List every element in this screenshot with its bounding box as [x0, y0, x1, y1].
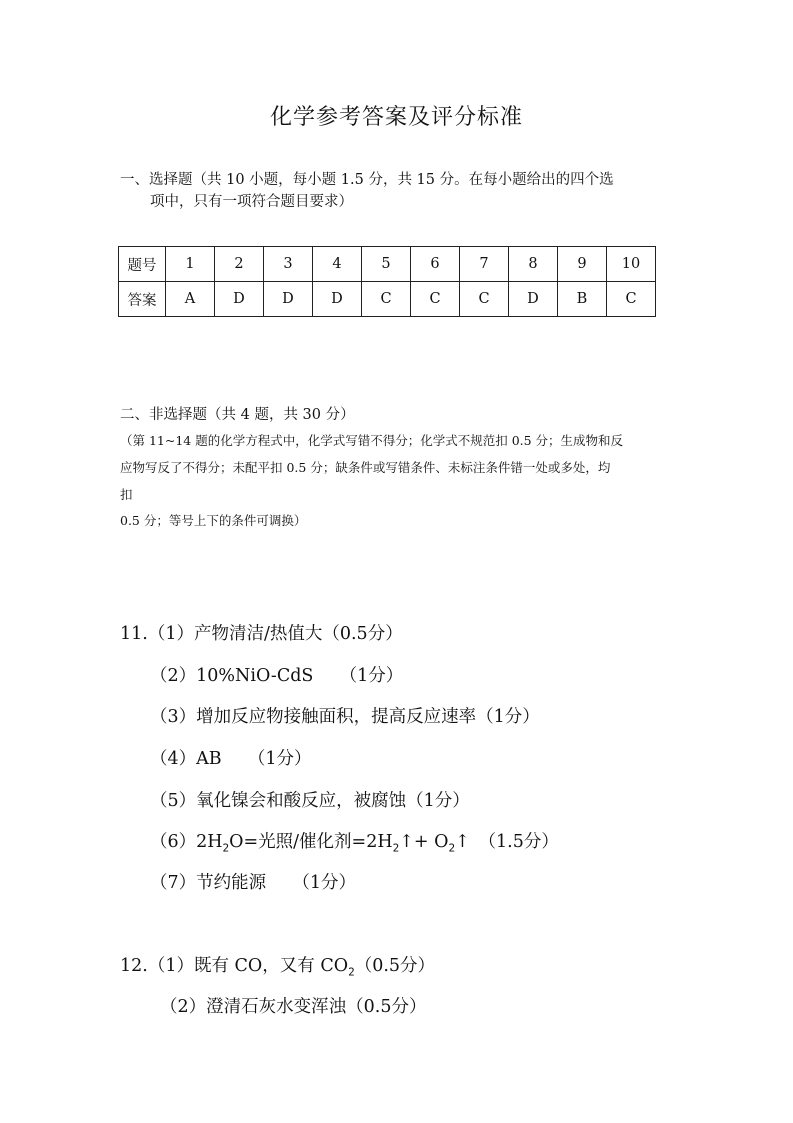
- table-cell: 2: [215, 247, 264, 282]
- scoring-note: 0.5 分；等号上下的条件可调换）: [120, 513, 307, 528]
- scoring-note: 扣: [120, 487, 133, 502]
- table-row-numbers: [119, 247, 656, 282]
- table-cell: 3: [264, 247, 313, 282]
- table-cell: D: [264, 282, 313, 317]
- q11-answer-1: 11.（1）产物清洁/热值大（0.5分）: [120, 624, 403, 644]
- table-header-number: 题号: [119, 247, 166, 282]
- q11-answer-4: （4）AB （1分）: [150, 749, 312, 769]
- table-cell: C: [362, 282, 411, 317]
- q12-answer-1: 12.（1）既有 CO，又有 $CO_2(0.5$分）: [120, 956, 436, 979]
- answer-table: [118, 246, 656, 317]
- table-cell: 5: [362, 247, 411, 282]
- q11-answer-2: （2）10%NiO-CdS （1分）: [150, 666, 404, 686]
- table-cell: 8: [509, 247, 558, 282]
- table-cell: D: [509, 282, 558, 317]
- table-cell: 9: [558, 247, 607, 282]
- q11-answer-7: （7）节约能源 （1分）: [150, 873, 357, 893]
- table-cell: 6: [411, 247, 460, 282]
- table-header-answer: 答案: [119, 282, 166, 317]
- section2-heading: 二、非选择题（共 4 题，共 30 分）: [120, 407, 355, 423]
- table-cell: B: [558, 282, 607, 317]
- q11-answer-6: $(6)2H_2O=$光照/催化剂$=2H_2↑+$ $O_2↑$ （1.5分）: [150, 832, 559, 855]
- table-cell: 1: [166, 247, 215, 282]
- table-cell: 10: [607, 247, 656, 282]
- page-title: 化学参考答案及评分标准: [269, 105, 523, 130]
- table-cell: 4: [313, 247, 362, 282]
- q12-answer-2: （2）澄清石灰水变浑浊（0.5分）: [160, 997, 427, 1017]
- table-cell: C: [607, 282, 656, 317]
- table-cell: D: [215, 282, 264, 317]
- table-cell: D: [313, 282, 362, 317]
- q11-answer-3: （3）增加反应物接触面积，提高反应速率（1分）: [150, 707, 540, 727]
- section1-heading-cont: 项中，只有一项符合题目要求）: [150, 194, 353, 210]
- table-row-answers: [119, 282, 656, 317]
- table-cell: C: [411, 282, 460, 317]
- section1-heading: 一、选择题（共 10 小题，每小题 1.5 分，共 15 分。在每小题给出的四个选: [120, 172, 614, 188]
- q11-answer-5: （5）氧化镍会和酸反应，被腐蚀（1分）: [150, 791, 470, 811]
- table-cell: C: [460, 282, 509, 317]
- table-cell: 7: [460, 247, 509, 282]
- scoring-note: 应物写反了不得分；未配平扣 0.5 分；缺条件或写错条件、未标注条件错一处或多处，均: [120, 460, 611, 475]
- table-cell: A: [166, 282, 215, 317]
- scoring-note: （第 11~14 题的化学方程式中，化学式写错不得分；化学式不规范扣 0.5 分；生成物和反: [120, 433, 624, 448]
